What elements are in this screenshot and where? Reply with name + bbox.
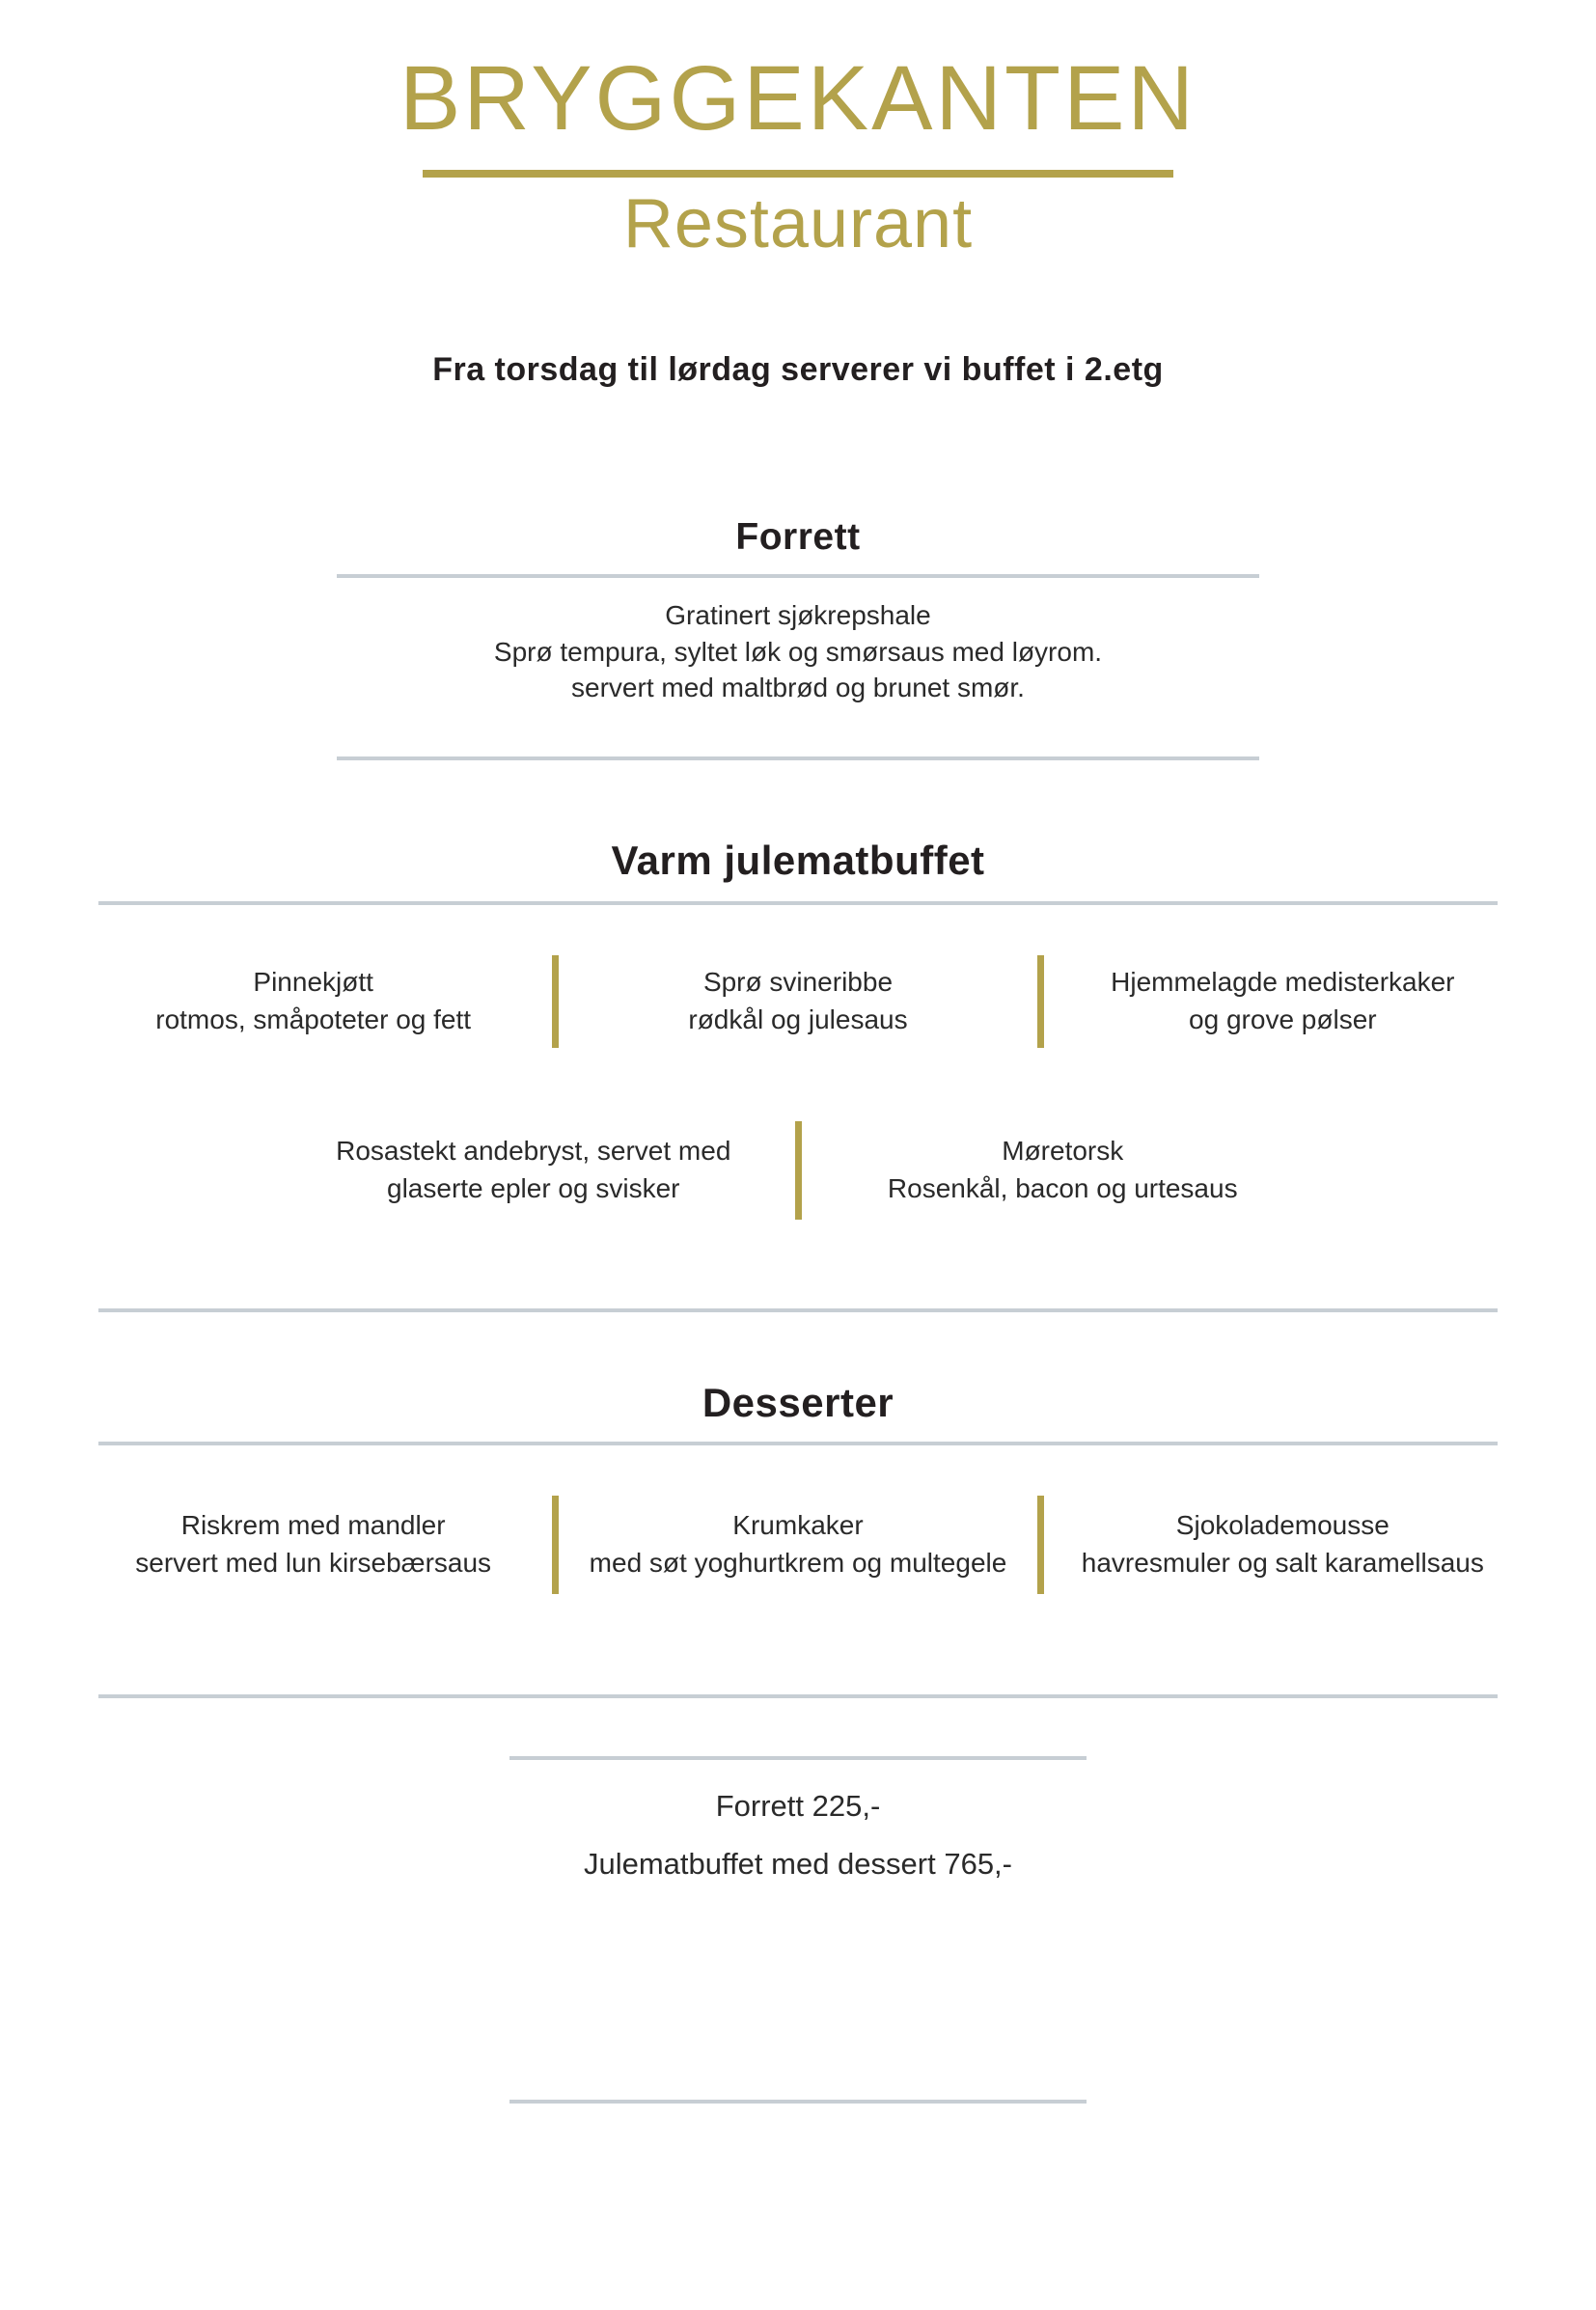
restaurant-subtitle: Restaurant <box>622 185 974 262</box>
buffet-item-title: Pinnekjøtt <box>253 966 373 997</box>
buffet-item-desc: og grove pølser <box>1189 1004 1377 1034</box>
forrett-bottom-divider <box>337 756 1259 760</box>
buffet-heading: Varm julematbuffet <box>611 837 985 883</box>
forrett-line: Gratinert sjøkrepshale <box>665 600 931 630</box>
forrett-heading: Forrett <box>735 516 861 558</box>
restaurant-name: BRYGGEKANTEN <box>399 47 1197 150</box>
price-line-forrett: Forrett 225,- <box>715 1788 881 1823</box>
gold-column-divider <box>1037 1496 1044 1594</box>
buffet-item-desc: rotmos, småpoteter og fett <box>155 1004 472 1034</box>
gold-column-divider <box>1037 955 1044 1048</box>
dessert-item <box>1044 1507 1522 1581</box>
gold-column-divider <box>552 955 559 1048</box>
forrett-line: servert med maltbrød og brunet smør. <box>571 673 1025 703</box>
buffet-row-2 <box>272 1121 1324 1220</box>
forrett-top-divider <box>337 574 1259 578</box>
dessert-row <box>74 1496 1522 1594</box>
dessert-item-desc: havresmuler og salt karamellsaus <box>1081 1547 1484 1578</box>
buffet-item <box>802 1133 1325 1207</box>
dessert-bottom-divider <box>98 1694 1498 1698</box>
gold-column-divider <box>795 1121 802 1220</box>
footer-divider <box>509 2100 1087 2104</box>
restaurant-menu <box>0 47 1596 2104</box>
buffet-item-title: Møretorsk <box>1002 1135 1124 1166</box>
forrett-description <box>0 597 1596 706</box>
buffet-item <box>272 1133 795 1207</box>
buffet-item-title: Rosastekt andebryst, servet med <box>336 1135 731 1166</box>
buffet-item-desc: Rosenkål, bacon og urtesaus <box>887 1172 1238 1203</box>
dessert-item-title: Krumkaker <box>732 1509 864 1540</box>
dessert-item-desc: med søt yoghurtkrem og multegele <box>589 1547 1007 1578</box>
buffet-row-1 <box>74 955 1522 1048</box>
dessert-item-desc: servert med lun kirsebærsaus <box>135 1547 492 1578</box>
buffet-item-desc: rødkål og julesaus <box>688 1004 908 1034</box>
buffet-announcement: Fra torsdag til lørdag serverer vi buffet i 2.etg <box>432 351 1164 388</box>
price-top-divider <box>509 1756 1087 1760</box>
buffet-item <box>74 964 552 1038</box>
desserter-heading: Desserter <box>702 1379 894 1425</box>
desserter-top-divider <box>98 1442 1498 1445</box>
price-line-buffet: Julematbuffet med dessert 765,- <box>583 1846 1012 1881</box>
gold-column-divider <box>552 1496 559 1594</box>
buffet-item <box>1044 964 1522 1038</box>
buffet-item-desc: glaserte epler og svisker <box>387 1172 680 1203</box>
buffet-bottom-divider <box>98 1308 1498 1312</box>
dessert-item-title: Sjokolademousse <box>1175 1509 1390 1540</box>
forrett-line: Sprø tempura, syltet løk og smørsaus med løyrom. <box>493 636 1103 667</box>
dessert-item <box>74 1507 552 1581</box>
dessert-item-title: Riskrem med mandler <box>180 1509 446 1540</box>
dessert-item <box>559 1507 1036 1581</box>
buffet-item-title: Hjemmelagde medisterkaker <box>1111 966 1455 997</box>
gold-rule <box>423 170 1173 178</box>
buffet-item <box>559 964 1036 1038</box>
buffet-item-title: Sprø svineribbe <box>702 966 894 997</box>
buffet-top-divider <box>98 901 1498 905</box>
